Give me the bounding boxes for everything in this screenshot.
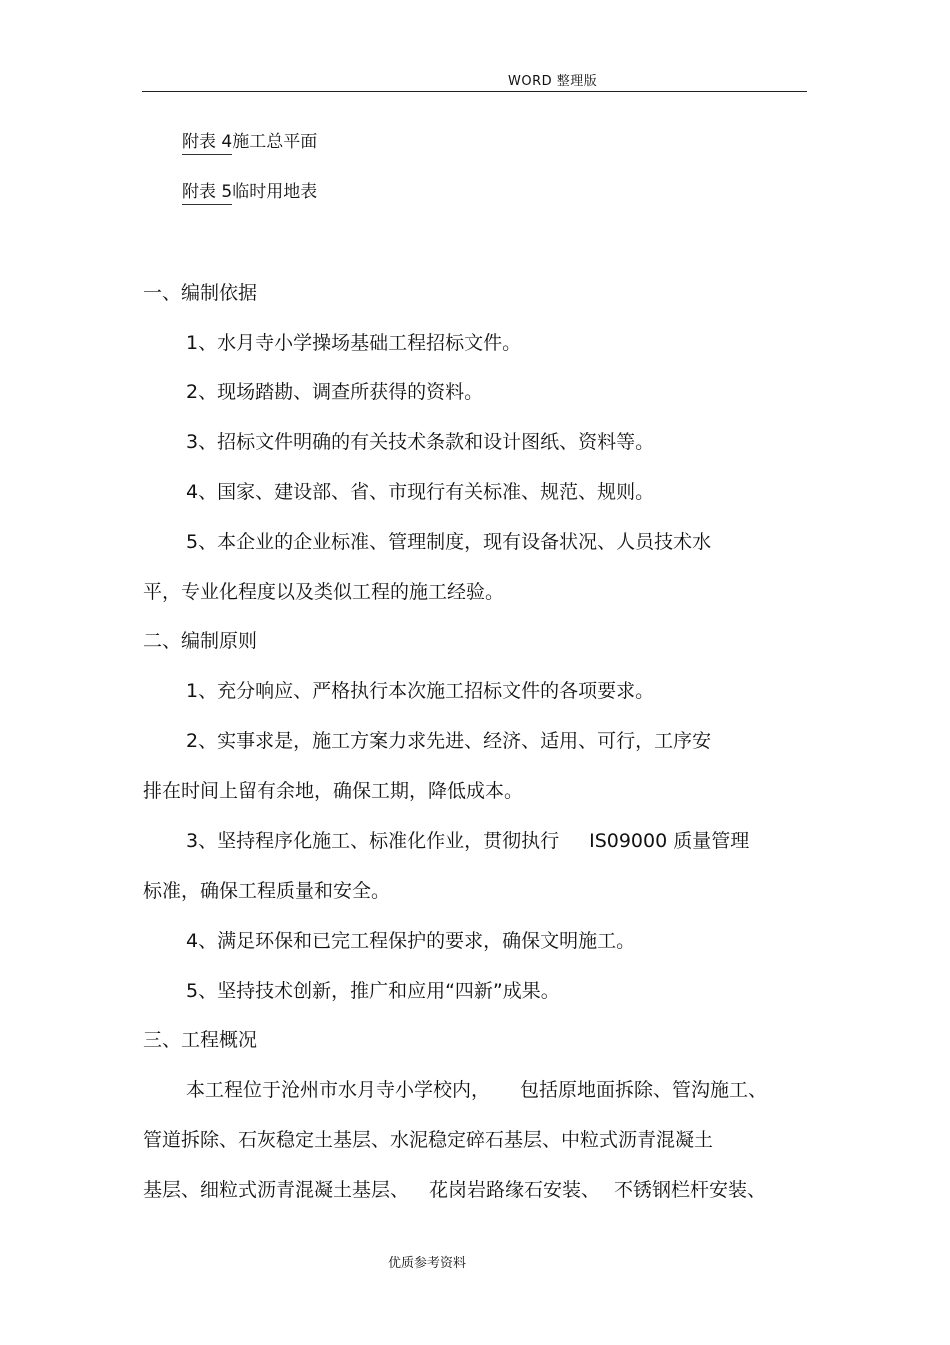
list-item: 4、国家、建设部、省、市现行有关标准、规范、规则。 xyxy=(186,481,655,503)
section-heading: 二、编制原则 xyxy=(143,630,258,652)
list-item: 5、本企业的企业标准、管理制度，现有设备状况、人员技术水 xyxy=(186,531,712,553)
appendix-prefix: 附表 5 xyxy=(182,182,232,205)
list-item: 5、坚持技术创新，推广和应用“四新”成果。 xyxy=(186,980,560,1002)
list-item-continuation: 平，专业化程度以及类似工程的施工经验。 xyxy=(143,581,505,603)
list-item-continuation: 排在时间上留有余地，确保工期，降低成本。 xyxy=(143,780,524,802)
appendix-prefix: 附表 4 xyxy=(182,132,232,155)
header-divider xyxy=(142,91,807,92)
page-header: WORD 整理版 xyxy=(508,74,598,89)
list-item: 1、充分响应、严格执行本次施工招标文件的各项要求。 xyxy=(186,680,655,702)
paragraph-text: 不锈钢栏杆安装、 xyxy=(614,1179,767,1201)
appendix-title: 施工总平面 xyxy=(232,132,318,152)
paragraph-line xyxy=(186,1078,767,1102)
list-item-continuation: 标准，确保工程质量和安全。 xyxy=(143,880,391,902)
list-item: 2、实事求是，施工方案力求先进、经济、适用、可行，工序安 xyxy=(186,730,712,752)
section-heading: 一、编制依据 xyxy=(143,282,258,304)
list-item: 2、现场踏勘、调查所获得的资料。 xyxy=(186,381,484,403)
paragraph-line xyxy=(143,1178,766,1202)
paragraph-line: 管道拆除、石灰稳定土基层、水泥稳定碎石基层、中粒式沥青混凝土 xyxy=(143,1129,714,1151)
appendix-title: 临时用地表 xyxy=(232,182,318,202)
appendix-item xyxy=(182,180,317,204)
paragraph-text: 本工程位于沧州市水月寺小学校内， xyxy=(186,1079,491,1101)
appendix-item xyxy=(182,130,317,154)
list-item-text: IS09000 质量管理 xyxy=(589,830,750,852)
list-item: 1、水月寺小学操场基础工程招标文件。 xyxy=(186,332,522,354)
list-item xyxy=(186,829,749,853)
list-item: 4、满足环保和已完工程保护的要求，确保文明施工。 xyxy=(186,930,636,952)
page-footer: 优质参考资料 xyxy=(388,1256,467,1271)
paragraph-text: 基层、细粒式沥青混凝土基层、 xyxy=(143,1179,410,1201)
paragraph-text: 包括原地面拆除、管沟施工、 xyxy=(520,1079,768,1101)
list-item: 3、招标文件明确的有关技术条款和设计图纸、资料等。 xyxy=(186,431,655,453)
list-item-text: 3、坚持程序化施工、标准化作业，贯彻执行 xyxy=(186,830,560,852)
section-heading: 三、工程概况 xyxy=(143,1029,258,1051)
paragraph-text: 花岗岩路缘石安装、 xyxy=(429,1179,601,1201)
